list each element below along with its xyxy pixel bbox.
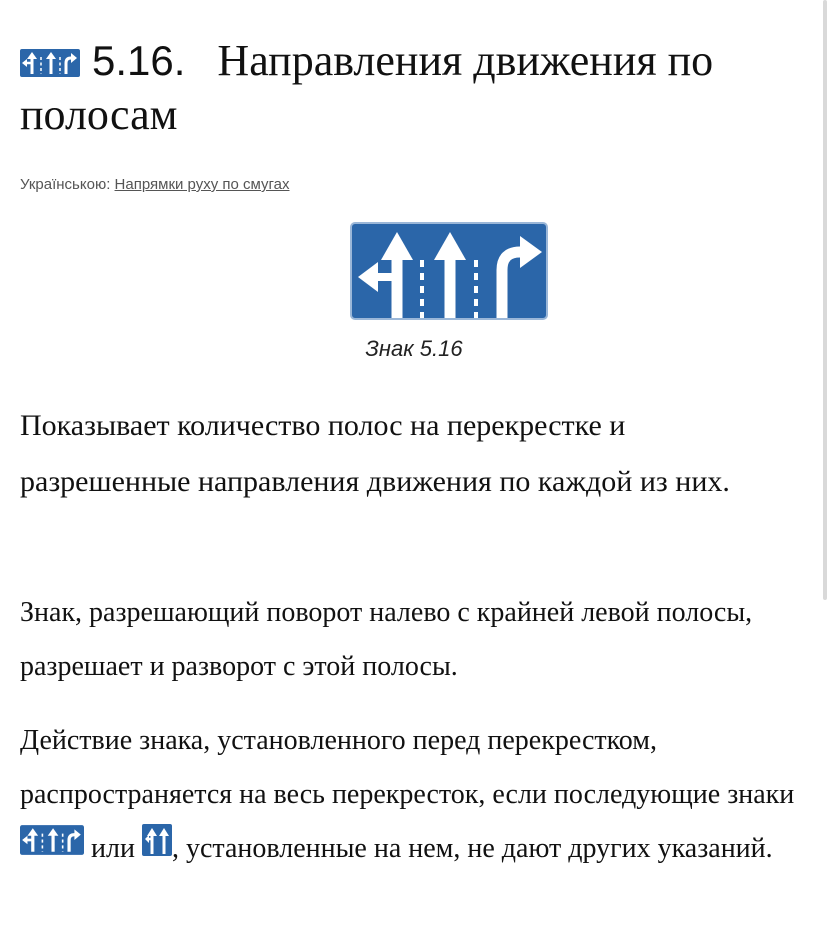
lane-directions-sign-icon[interactable] — [20, 821, 84, 875]
paragraph-scope-text-1: Действие знака, установленного перед перекрестком, распространяется на весь перекресток, если последующие знаки — [20, 725, 795, 810]
scrollbar-thumb[interactable] — [823, 0, 827, 600]
lane-directions-sign-icon — [20, 36, 80, 90]
lane-directions-sign-image — [350, 222, 548, 320]
translation-line — [20, 176, 290, 193]
paragraph-scope-text-3: , установленные на нем, не дают других указаний. — [171, 833, 773, 864]
ukrainian-version-link[interactable]: Напрямки руху по смугах — [114, 176, 290, 193]
figure-caption: Знак 5.16 — [365, 336, 463, 361]
translation-prefix: Українською: — [20, 176, 111, 193]
scrollbar-track[interactable] — [822, 0, 828, 941]
article-title: Направления движения по полосам — [20, 36, 714, 139]
sign-figure — [350, 222, 548, 325]
paragraph-scope — [20, 714, 810, 878]
paragraph-scope-text-2: или — [84, 833, 142, 864]
paragraph-u-turn: Знак, разрешающий поворот налево с крайней левой полосы, разрешает и разворот с этой полосы. — [20, 597, 753, 682]
single-lane-direction-sign-icon[interactable] — [142, 821, 172, 875]
page-title — [20, 34, 810, 142]
lead-paragraph: Показывает количество полос на перекрестке и разрешенные направления движения по каждой из них. — [20, 409, 730, 498]
article-number: 5.16. — [92, 37, 186, 84]
